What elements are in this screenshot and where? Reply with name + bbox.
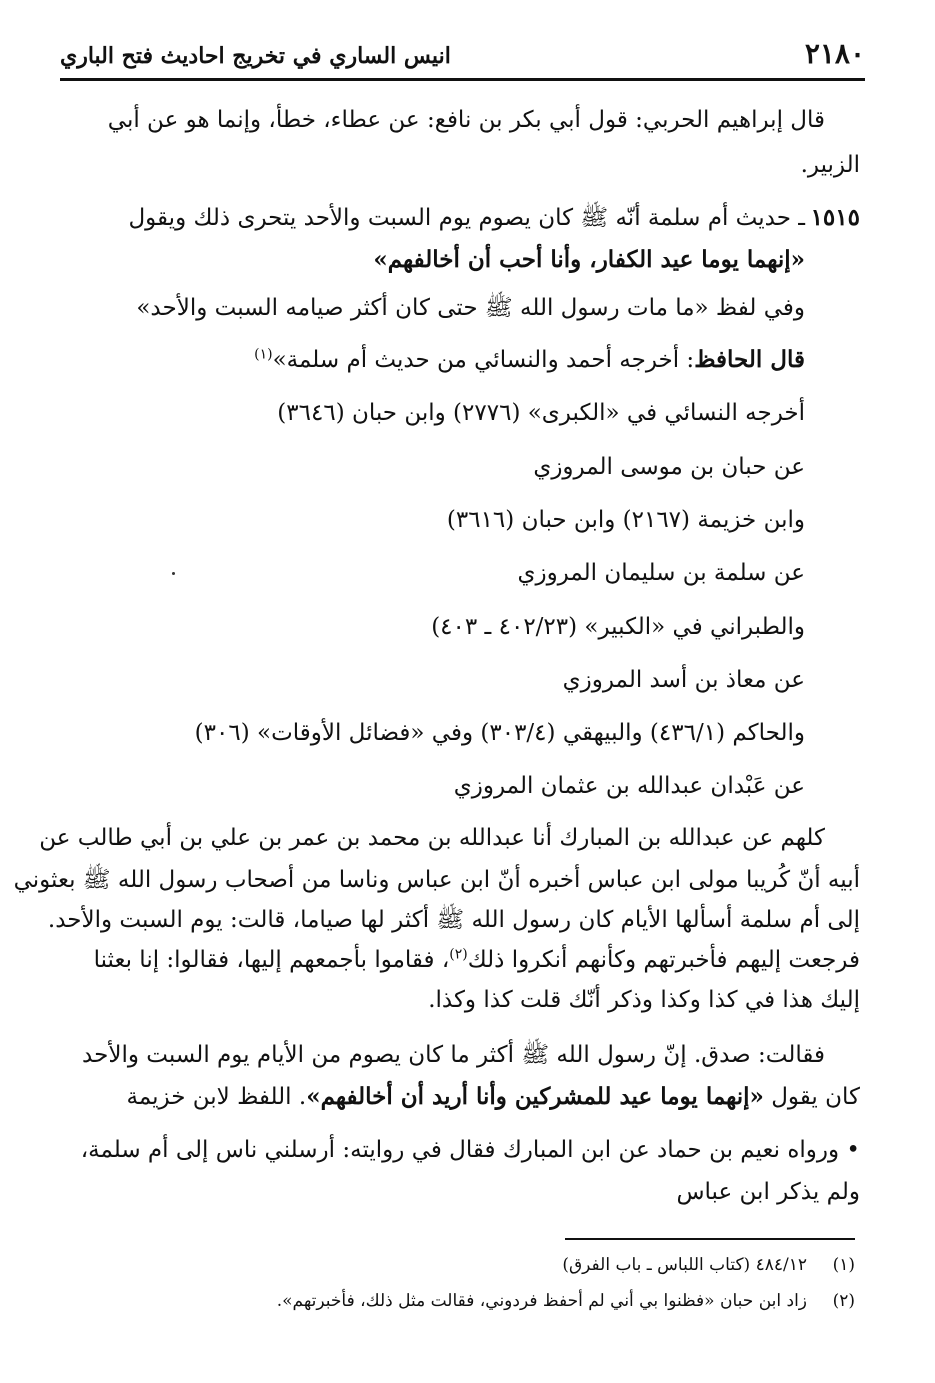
footnote-separator bbox=[565, 1238, 855, 1240]
body-line bbox=[127, 1077, 861, 1117]
hafiz-label: قال الحافظ bbox=[694, 346, 805, 373]
page-number: ٢١٨٠ bbox=[804, 37, 865, 70]
body-line: إلى أم سلمة أسألها الأيام كان رسول الله ﷺ أكثر لها صياما، قالت: يوم السبت والأحد. bbox=[47, 907, 860, 933]
body-line: الزبير. bbox=[800, 152, 860, 178]
body-line: قال إبراهيم الحربي: قول أبي بكر بن نافع: عن عطاء، خطأ، وإنما هو عن أبي bbox=[107, 107, 825, 133]
body-line: وفي لفظ «ما مات رسول الله ﷺ حتى كان أكثر صيامه السبت والأحد» bbox=[136, 295, 805, 321]
hadith-number: ١٥١٥ bbox=[810, 204, 860, 231]
book-title: انيس الساري في تخريج احاديث فتح الباري bbox=[60, 43, 451, 69]
body-text: . اللفظ لابن خزيمة bbox=[126, 1084, 307, 1110]
takhrij-line: والحاكم (٤٣٦/١) والبيهقي (٣٠٣/٤) وفي «فضائل الأوقات» (٣٠٦) bbox=[194, 720, 805, 746]
body-line: فقالت: صدق. إنّ رسول الله ﷺ أكثر ما كان يصوم من الأيام يوم السبت والأحد bbox=[82, 1042, 825, 1068]
body-line bbox=[94, 940, 860, 980]
bullet-line: • ورواه نعيم بن حماد عن ابن المبارك فقال في روايته: أرسلني ناس إلى أم سلمة، bbox=[80, 1137, 860, 1163]
narrator-line: عن حبان بن موسى المروزي bbox=[533, 454, 805, 480]
narrator-line: عن معاذ بن أسد المروزي bbox=[562, 667, 805, 693]
hafiz-line bbox=[254, 340, 805, 380]
body-text: فرجعت إليهم فأخبرتهم وكأنهم أنكروا ذلك bbox=[467, 947, 860, 973]
footnote-2-text: زاد ابن حبان «فظنوا بي أني لم أحفظ فردوني، فقالت مثل ذلك، فأخبرتهم». bbox=[276, 1291, 807, 1311]
narrator-line: عن سلمة بن سليمان المروزي bbox=[517, 560, 805, 586]
body-line: ولم يذكر ابن عباس bbox=[676, 1179, 860, 1205]
body-text: ، فقاموا بأجمعهم إليها، فقالوا: إنا بعثنا bbox=[93, 947, 450, 973]
hadith-text: ـ حديث أم سلمة أنّه ﷺ كان يصوم يوم السبت والأحد يتحرى ذلك ويقول bbox=[128, 205, 805, 231]
takhrij-line: وابن خزيمة (٢١٦٧) وابن حبان (٣٦١٦) bbox=[446, 507, 805, 533]
footnote-ref-1: (١) bbox=[254, 346, 273, 363]
body-line: إليك هذا في كذا وكذا وذكر أنّك قلت كذا وكذا. bbox=[428, 987, 860, 1013]
footnote-1-text: ٤٨٤/١٢ (كتاب اللباس ـ باب الفرق) bbox=[562, 1255, 807, 1275]
takhrij-line: أخرجه النسائي في «الكبرى» (٢٧٧٦) وابن حبان (٣٦٤٦) bbox=[277, 400, 805, 426]
narrator-line: عن عَبْدان عبدالله بن عثمان المروزي bbox=[453, 773, 805, 799]
hafiz-text: : أخرجه أحمد والنسائي من حديث أم سلمة» bbox=[272, 347, 695, 373]
body-line: أبيه أنّ كُريبا مولى ابن عباس أخبره أنّ ابن عباس وناسا من أصحاب رسول الله ﷺ بعثوني bbox=[13, 867, 860, 893]
speck bbox=[172, 572, 175, 575]
body-line: كلهم عن عبدالله بن المبارك أنا عبدالله بن محمد بن عمر بن علي بن أبي طالب عن bbox=[39, 825, 825, 851]
running-header bbox=[60, 26, 865, 81]
body-text: كان يقول bbox=[763, 1084, 860, 1110]
hadith-quote: «إنهما يوما عيد للمشركين وأنا أريد أن أخالفهم» bbox=[306, 1083, 764, 1110]
footnote-ref-2: (٢) bbox=[449, 946, 468, 963]
footnote-2-number: (٢) bbox=[832, 1291, 855, 1311]
takhrij-line: والطبراني في «الكبير» (٤٠٢/٢٣ ـ ٤٠٣) bbox=[431, 614, 805, 640]
footnote-1-number: (١) bbox=[832, 1255, 855, 1275]
hadith-quote: «إنهما يوما عيد الكفار، وأنا أحب أن أخالفهم» bbox=[373, 246, 805, 273]
